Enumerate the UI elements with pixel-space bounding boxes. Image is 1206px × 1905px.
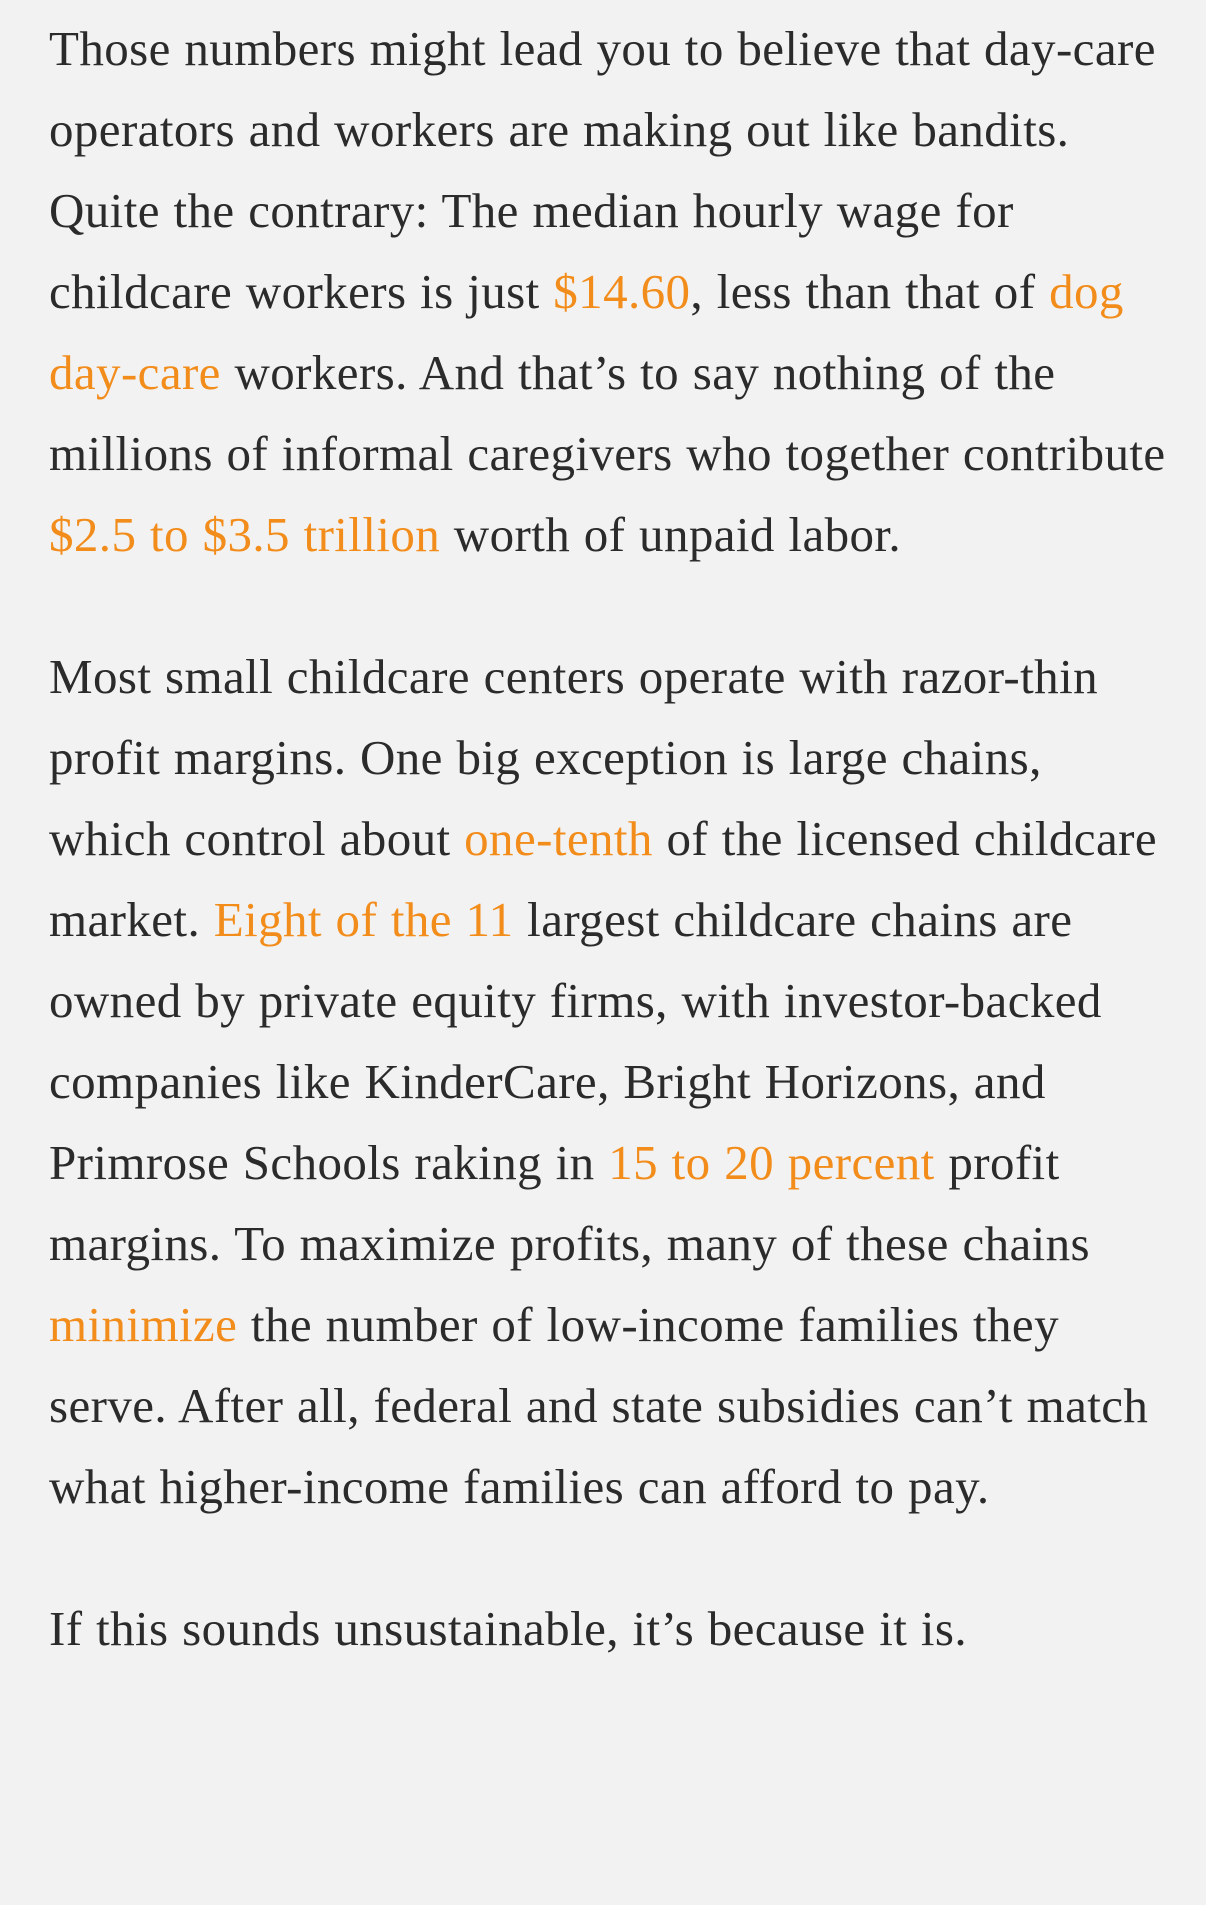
link-eight-of-eleven[interactable]: Eight of the 11 <box>213 892 514 947</box>
paragraph-text: If this sounds unsustainable, it’s because it is. <box>49 1601 968 1656</box>
paragraph-chains <box>49 636 1174 1527</box>
link-profit-margins[interactable]: 15 to 20 percent <box>608 1135 935 1190</box>
paragraph-text: Those numbers might lead you to believe that day-care operators and workers are making out like bandits. Quite the contrary: The median hourly wage for childcare workers is just <box>49 21 1156 319</box>
paragraph-unsustainable <box>49 1588 1174 1669</box>
paragraph-text: , less than that of <box>690 264 1050 319</box>
paragraph-text: of the licensed childcare market. <box>49 811 1157 947</box>
paragraph-text: workers. And that’s to say nothing of the millions of informal caregivers who together contribute <box>49 345 1166 481</box>
paragraph-text: Most small childcare centers operate with razor-thin profit margins. One big exception is large chains, which control about <box>49 649 1098 866</box>
paragraph-text: profit margins. To maximize profits, many of these chains <box>49 1135 1091 1271</box>
paragraph-wages <box>49 8 1174 575</box>
paragraph-text: worth of unpaid labor. <box>440 507 902 562</box>
paragraph-text: the number of low-income families they serve. After all, federal and state subsidies can’t match what higher-income families can afford to pay. <box>49 1297 1149 1514</box>
link-unpaid-labor-value[interactable]: $2.5 to $3.5 trillion <box>49 507 441 562</box>
link-minimize[interactable]: minimize <box>49 1297 238 1352</box>
link-dog-day-care[interactable]: dog day-care <box>49 264 1124 400</box>
link-one-tenth[interactable]: one-tenth <box>464 811 653 866</box>
link-median-wage[interactable]: $14.60 <box>553 264 691 319</box>
paragraph-text: largest childcare chains are owned by private equity firms, with investor-backed companies like KinderCare, Bright Horizons, and Primrose Schools raking in <box>49 892 1102 1190</box>
